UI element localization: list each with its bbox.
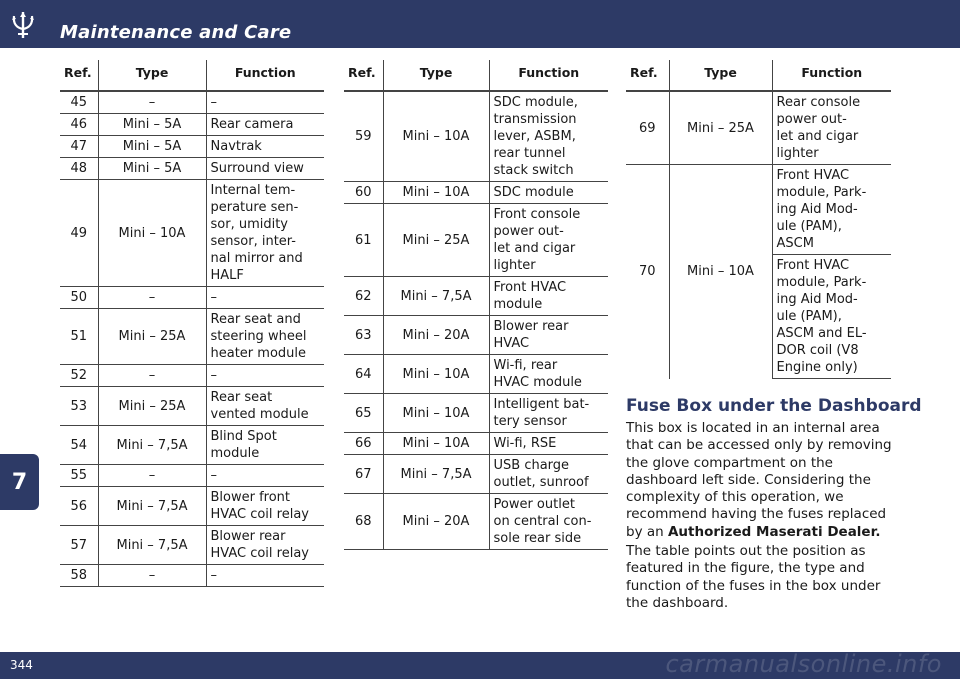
fuse-ref: 48: [60, 158, 98, 180]
fuse-type: Mini – 10A: [383, 355, 489, 394]
fuse-type: Mini – 5A: [98, 136, 206, 158]
fuse-type: Mini – 5A: [98, 158, 206, 180]
table-row: [60, 114, 324, 136]
table-row: [60, 465, 324, 487]
table-row: [60, 426, 324, 465]
fuse-type: Mini – 10A: [98, 180, 206, 287]
fuse-type: –: [98, 91, 206, 114]
table-row: [626, 91, 891, 165]
table-row: [60, 136, 324, 158]
fuse-ref: 45: [60, 91, 98, 114]
table-row: [60, 365, 324, 387]
fuse-function: SDC module: [489, 182, 608, 204]
fuse-type: Mini – 25A: [669, 91, 772, 165]
table-row: [344, 394, 608, 433]
table-row: [344, 91, 608, 182]
fuse-function: Rear seat vented module: [206, 387, 324, 426]
fuse-function: Blower rear HVAC: [489, 316, 608, 355]
fuse-ref: 64: [344, 355, 383, 394]
fuse-ref: 69: [626, 91, 669, 165]
fuse-type: Mini – 7,5A: [383, 277, 489, 316]
fuse-ref: 61: [344, 204, 383, 277]
fuse-type: Mini – 25A: [383, 204, 489, 277]
fuse-function: Blind Spot module: [206, 426, 324, 465]
fuse-type: –: [98, 465, 206, 487]
fuse-ref: 54: [60, 426, 98, 465]
fuse-function: –: [206, 465, 324, 487]
fuse-function: Navtrak: [206, 136, 324, 158]
table-row: [60, 309, 324, 365]
fuse-function: Rear camera: [206, 114, 324, 136]
col-header-type: Type: [98, 60, 206, 91]
fuse-ref: 63: [344, 316, 383, 355]
fuse-ref: 70: [626, 165, 669, 379]
fuse-function: Front HVAC module, Park- ing Aid Mod- ule (PAM), ASCM and EL- DOR coil (V8 Engine only): [772, 255, 891, 379]
fuse-function: –: [206, 287, 324, 309]
fuse-type: Mini – 5A: [98, 114, 206, 136]
fuse-function: Blower rear HVAC coil relay: [206, 526, 324, 565]
fuse-ref: 66: [344, 433, 383, 455]
fuse-function: –: [206, 91, 324, 114]
header-title: Maintenance and Care: [60, 22, 292, 43]
fuse-ref: 57: [60, 526, 98, 565]
fuse-function: –: [206, 365, 324, 387]
fuse-ref: 52: [60, 365, 98, 387]
section-paragraph: The table points out the position as featured in the figure, the type and function of the fuses in the box under the dashboard.: [626, 543, 881, 611]
chapter-tab: 7: [0, 454, 39, 510]
fuse-type: Mini – 10A: [383, 394, 489, 433]
fuse-ref: 67: [344, 455, 383, 494]
fuse-function: Front HVAC module, Park- ing Aid Mod- ule (PAM), ASCM: [772, 165, 891, 255]
col-header-type: Type: [669, 60, 772, 91]
table-row: [344, 455, 608, 494]
fuse-function: Front console power out- let and cigar lighter: [489, 204, 608, 277]
fuse-type: Mini – 7,5A: [383, 455, 489, 494]
fuse-ref: 55: [60, 465, 98, 487]
fuse-table-2: [344, 60, 608, 550]
fuse-type: Mini – 25A: [98, 387, 206, 426]
table-row: [626, 165, 891, 255]
fuse-function: Power outlet on central con- sole rear side: [489, 494, 608, 550]
table-row: [344, 316, 608, 355]
fuse-type: Mini – 7,5A: [98, 426, 206, 465]
table-row: [60, 287, 324, 309]
fuse-type: Mini – 25A: [98, 309, 206, 365]
section-paragraph: [626, 420, 894, 541]
fuse-ref: 68: [344, 494, 383, 550]
col-header-function: Function: [772, 60, 891, 91]
fuse-function: USB charge outlet, sunroof: [489, 455, 608, 494]
trident-logo-icon: [9, 10, 37, 40]
col-header-function: Function: [206, 60, 324, 91]
fuse-function: Rear seat and steering wheel heater module: [206, 309, 324, 365]
table-row: [60, 387, 324, 426]
fuse-function: Blower front HVAC coil relay: [206, 487, 324, 526]
fuse-function: Wi-fi, rear HVAC module: [489, 355, 608, 394]
fuse-type: Mini – 20A: [383, 494, 489, 550]
fuse-type: Mini – 10A: [383, 182, 489, 204]
fuse-ref: 49: [60, 180, 98, 287]
fuse-type: Mini – 20A: [383, 316, 489, 355]
fuse-ref: 56: [60, 487, 98, 526]
fuse-ref: 51: [60, 309, 98, 365]
watermark: carmanualsonline.info: [665, 650, 942, 678]
table-row: [60, 526, 324, 565]
col-header-ref: Ref.: [60, 60, 98, 91]
table-row: [60, 91, 324, 114]
table-row: [344, 182, 608, 204]
fuse-type: Mini – 7,5A: [98, 526, 206, 565]
fuse-type: –: [98, 565, 206, 587]
fuse-type: Mini – 10A: [383, 91, 489, 182]
table-row: [60, 487, 324, 526]
fuse-type: Mini – 10A: [383, 433, 489, 455]
fuse-function: Wi-fi, RSE: [489, 433, 608, 455]
fuse-table-3: [626, 60, 891, 379]
fuse-function: Rear console power out- let and cigar lighter: [772, 91, 891, 165]
fuse-ref: 53: [60, 387, 98, 426]
fuse-ref: 58: [60, 565, 98, 587]
paragraph-text: This box is located in an internal area that can be accessed only by removing the glove compartment on the dashboard left side. Considering the complexity of this operation, we recommend having the fuses replaced by an: [626, 420, 892, 540]
table-row: [60, 158, 324, 180]
fuse-ref: 65: [344, 394, 383, 433]
fuse-ref: 62: [344, 277, 383, 316]
col-header-ref: Ref.: [626, 60, 669, 91]
fuse-function: Internal tem- perature sen- sor, umidity sensor, inter- nal mirror and HALF: [206, 180, 324, 287]
fuse-ref: 50: [60, 287, 98, 309]
page-header: [0, 0, 960, 48]
page-number: 344: [10, 658, 33, 672]
fuse-table-1: [60, 60, 324, 587]
col-header-ref: Ref.: [344, 60, 383, 91]
dealer-emphasis: Authorized Maserati Dealer.: [667, 523, 881, 540]
fuse-type: Mini – 10A: [669, 165, 772, 379]
col-header-function: Function: [489, 60, 608, 91]
fuse-function: Intelligent bat- tery sensor: [489, 394, 608, 433]
fuse-ref: 59: [344, 91, 383, 182]
fuse-ref: 60: [344, 182, 383, 204]
table-row: [344, 494, 608, 550]
table-row: [344, 277, 608, 316]
fuse-function: SDC module, transmission lever, ASBM, rear tunnel stack switch: [489, 91, 608, 182]
table-row: [344, 433, 608, 455]
table-row: [344, 204, 608, 277]
col-header-type: Type: [383, 60, 489, 91]
fuse-function: –: [206, 565, 324, 587]
table-row: [60, 180, 324, 287]
section-heading: Fuse Box under the Dashboard: [626, 396, 922, 416]
table-row: [60, 565, 324, 587]
fuse-function: Surround view: [206, 158, 324, 180]
table-row: [344, 355, 608, 394]
fuse-ref: 46: [60, 114, 98, 136]
fuse-type: –: [98, 287, 206, 309]
fuse-type: –: [98, 365, 206, 387]
fuse-type: Mini – 7,5A: [98, 487, 206, 526]
fuse-function: Front HVAC module: [489, 277, 608, 316]
fuse-ref: 47: [60, 136, 98, 158]
page-footer: [0, 652, 960, 679]
